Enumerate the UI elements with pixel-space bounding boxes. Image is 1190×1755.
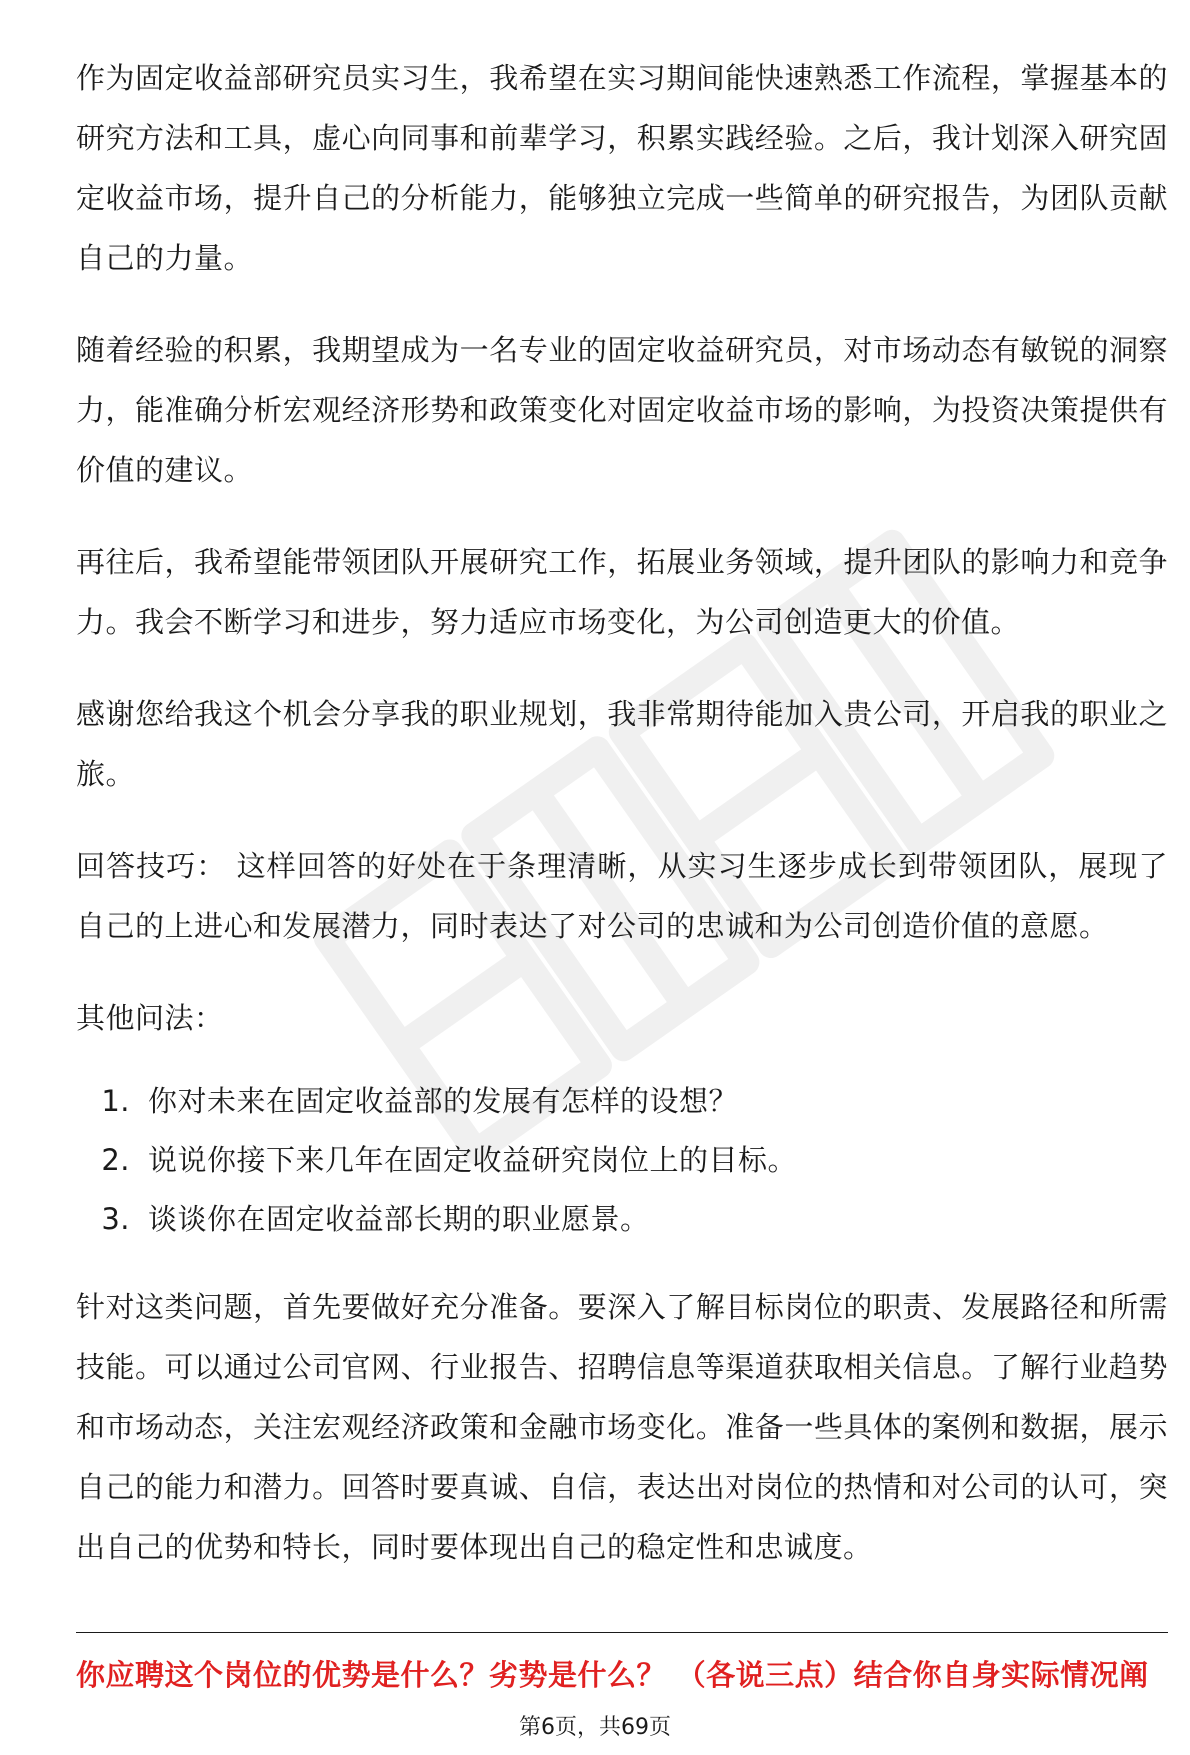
list-item-text: 谈谈你在固定收益部长期的职业愿景。 — [148, 1202, 650, 1236]
list-item-number: 1. — [101, 1084, 130, 1118]
answer-tips-paragraph: 回答技巧： 这样回答的好处在于条理清晰，从实习生逐步成长到带领团队，展现了自己的上进心和发展潜力，同时表达了对公司的忠诚和为公司创造价值的意愿。 — [76, 849, 1168, 943]
closing-paragraph: 感谢您给我这个机会分享我的职业规划，我非常期待能加入贵公司，开启我的职业之旅。 — [76, 697, 1168, 791]
list-item-text: 你对未来在固定收益部的发展有怎样的设想？ — [148, 1084, 739, 1118]
list-item — [76, 1072, 1168, 1131]
next-question-heading: 你应聘这个岗位的优势是什么？劣势是什么？ （各说三点）结合你自身实际情况阐 — [76, 1658, 1149, 1692]
list-item — [76, 1190, 1168, 1249]
page-number: 第6页，共69页 — [519, 1715, 671, 1740]
career-plan-paragraph-1: 作为固定收益部研究员实习生，我希望在实习期间能快速熟悉工作流程，掌握基本的研究方法和工具，虚心向同事和前辈学习，积累实践经验。之后，我计划深入研究固定收益市场，提升自己的分析能力，能够独立完成一些简单的研究报告，为团队贡献自己的力量。 — [76, 61, 1168, 275]
career-plan-paragraph-2: 随着经验的积累，我期望成为一名专业的固定收益研究员，对市场动态有敏锐的洞察力，能准确分析宏观经济形势和政策变化对固定收益市场的影响，为投资决策提供有价值的建议。 — [76, 333, 1168, 487]
other-questions-list — [76, 1072, 1168, 1249]
other-questions-label: 其他问法： — [76, 1001, 224, 1035]
advice-paragraph: 针对这类问题，首先要做好充分准备。要深入了解目标岗位的职责、发展路径和所需技能。可以通过公司官网、行业报告、招聘信息等渠道获取相关信息。了解行业趋势和市场动态，关注宏观经济政策和金融市场变化。准备一些具体的案例和数据，展示自己的能力和潜力。回答时要真诚、自信，表达出对岗位的热情和对公司的认可，突出自己的优势和特长，同时要体现出自己的稳定性和忠诚度。 — [76, 1290, 1168, 1564]
page-body — [76, 48, 1168, 1609]
section-divider — [76, 1632, 1168, 1633]
career-plan-paragraph-3: 再往后，我希望能带领团队开展研究工作，拓展业务领域，提升团队的影响力和竞争力。我会不断学习和进步，努力适应市场变化，为公司创造更大的价值。 — [76, 545, 1168, 639]
list-item-number: 3. — [101, 1202, 130, 1236]
list-item-number: 2. — [101, 1143, 130, 1177]
list-item — [76, 1131, 1168, 1190]
list-item-text: 说说你接下来几年在固定收益研究岗位上的目标。 — [148, 1143, 798, 1177]
